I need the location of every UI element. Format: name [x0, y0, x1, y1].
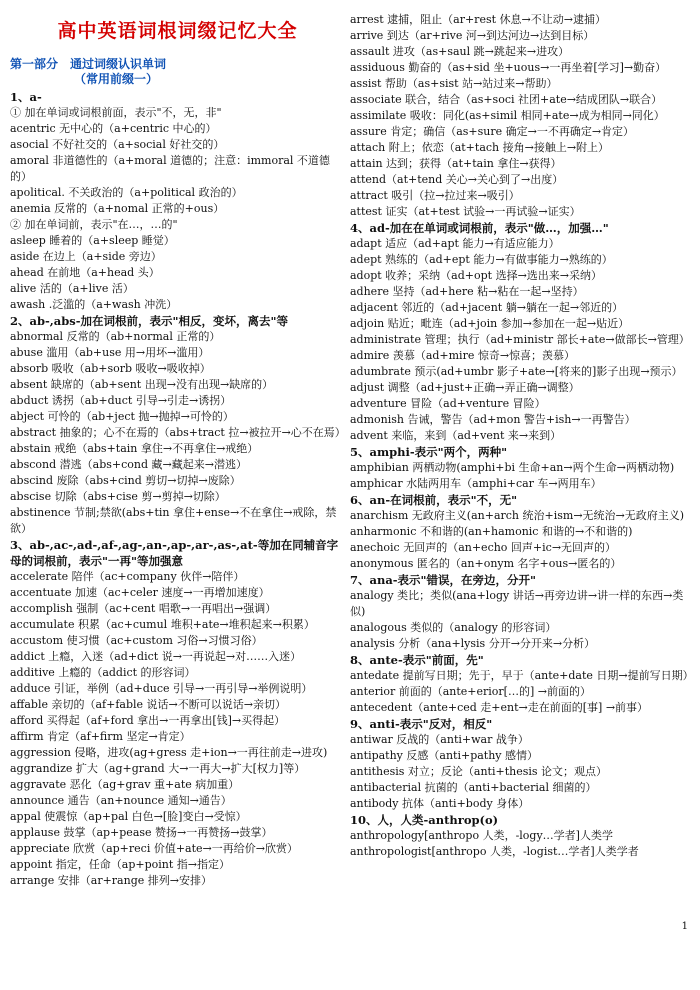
section-heading: 7、ana-表示"错误，在旁边，分开" [350, 573, 537, 587]
word-entry: accomplish 强制（ac+cent 唱歌→一再唱出→强调） [10, 602, 277, 615]
word-entry: antecedent（ante+ced 走+ent→走在前面的[事] →前事） [350, 701, 649, 714]
section-heading: 8、ante-表示"前面，先" [350, 653, 484, 667]
word-entry: aggrandize 扩大（ag+grand 大→一再大→扩大[权力]等） [10, 762, 306, 775]
word-entry: attain 达到；获得（at+tain 拿住→获得） [350, 157, 562, 170]
part-heading: 第一部分 通过词缀认识单词 [10, 57, 167, 71]
right-entry-list [350, 12, 694, 860]
word-entry: arrest 逮捕，阻止（ar+rest 休息→不让动→逮捕） [350, 13, 606, 26]
word-entry: adapt 适应（ad+apt 能力→有适应能力） [350, 237, 560, 250]
word-entry: additive 上瘾的（addict 的形容词） [10, 666, 196, 679]
word-entry: abscind 废除（abs+cind 剪切→切掉→废除） [10, 474, 241, 487]
left-entry-list [10, 89, 345, 889]
word-entry: affable 亲切的（af+fable 说话→不断可以说话→亲切） [10, 698, 286, 711]
word-entry: appreciate 欣赏（ap+reci 价值+ate→一再给价→欣赏） [10, 842, 298, 855]
section-heading: 3、ab-,ac-,ad-,af-,ag-,an-,ap-,ar-,as-,at-等加在同辅音字母的词根前，表示"一再"等加强意 [10, 538, 339, 568]
word-entry: anharmonic 不和谐的(an+hamonic 和谐的→不和谐的) [350, 525, 633, 538]
word-entry: abject 可怜的（ab+ject 抛→抛掉→可怜的） [10, 410, 234, 423]
word-entry: antedate 提前写日期；先于，早于（ante+date 日期→提前写日期） [350, 669, 694, 682]
word-entry: analysis 分析（ana+lysis 分开→分开来→分析） [350, 637, 596, 650]
word-entry: anechoic 无回声的（an+echo 回声+ic→无回声的） [350, 541, 617, 554]
word-entry: apolitical. 不关政治的（a+political 政治的） [10, 186, 243, 199]
page-number: 1 [681, 921, 688, 932]
word-entry: antibody 抗体（anti+body 身体） [350, 797, 530, 810]
word-entry: ahead 在前地（a+head 头） [10, 266, 160, 279]
word-entry: amphibian 两栖动物(amphi+bi 生命+an→两个生命→两栖动物) [350, 461, 675, 474]
word-entry: accustom 使习惯（ac+custom 习俗→习惯习俗） [10, 634, 263, 647]
word-entry: anarchism 无政府主义(an+arch 统治+ism→无统治→无政府主义) [350, 509, 685, 522]
page-title: 高中英语词根词缀记忆大全 [57, 20, 298, 42]
word-entry: arrange 安排（ar+range 排列→安排） [10, 874, 212, 887]
word-entry: asocial 不好社交的（a+social 好社交的） [10, 138, 225, 151]
word-entry: adjust 调整（ad+just+正确→弄正确→调整） [350, 381, 580, 394]
word-entry: abuse 滥用（ab+use 用→用坏→滥用） [10, 346, 210, 359]
word-entry: appal 使震惊（ap+pal 白色→[脸]变白→受惊） [10, 810, 247, 823]
word-entry: antithesis 对立；反论（anti+thesis 论文；观点） [350, 765, 608, 778]
word-entry: assault 进攻（as+saul 跳→跳起来→进攻） [350, 45, 570, 58]
section-heading: 1、a- [10, 90, 42, 104]
word-entry: addict 上瘾，入迷（ad+dict 说→一再说起→对……入迷） [10, 650, 302, 663]
word-entry: absent 缺席的（ab+sent 出现→没有出现→缺席的） [10, 378, 274, 391]
word-entry: affirm 肯定（af+firm 坚定→肯定） [10, 730, 191, 743]
word-entry: adduce 引证，举例（ad+duce 引导→一再引导→举例说明） [10, 682, 313, 695]
word-entry: acentric 无中心的（a+centric 中心的） [10, 122, 217, 135]
word-entry: assure 肯定；确信（as+sure 确定→一不再确定→肯定） [350, 125, 635, 138]
word-entry: assimilate 吸收：同化(as+simil 相同+ate→成为相同→同化） [350, 109, 665, 122]
word-entry: abduct 诱拐（ab+duct 引导→引走→诱拐） [10, 394, 232, 407]
word-entry: accumulate 积累（ac+cumul 堆积+ate→堆积起来→积累） [10, 618, 315, 631]
word-entry: abstract 抽象的；心不在焉的（abs+tract 拉→被拉开→心不在焉） [10, 426, 346, 439]
word-entry: attract 吸引（拉→拉过来→吸引） [350, 189, 520, 202]
section-heading: 4、ad-加在在单词或词根前，表示"做…，加强…" [350, 221, 609, 235]
word-entry: antipathy 反感（anti+pathy 感情） [350, 749, 539, 762]
word-entry: amphicar 水陆两用车（amphi+car 车→两用车） [350, 477, 602, 490]
word-entry: appoint 指定，任命（ap+point 指→指定） [10, 858, 230, 871]
word-entry: ② 加在单词前，表示"在…，…的" [10, 218, 178, 231]
word-entry: admire 羡慕（ad+mire 惊奇→惊喜；羡慕） [350, 349, 576, 362]
word-entry: asleep 睡着的（a+sleep 睡觉） [10, 234, 175, 247]
word-entry: assist 帮助（as+sist 站→站过来→帮助） [350, 77, 558, 90]
section-heading: 5、amphi-表示"两个，两种" [350, 445, 508, 459]
word-entry: administrate 管理；执行（ad+ministr 部长+ate→做部长→管理） [350, 333, 690, 346]
word-entry: attach 附上；依恋（at+tach 接角→接触上→附上） [350, 141, 610, 154]
word-entry: adjoin 贴近；毗连（ad+join 参加→参加在一起→贴近） [350, 317, 630, 330]
word-entry: abstain 戒绝（abs+tain 拿住→不再拿住→戒绝） [10, 442, 259, 455]
word-entry: attest 证实（at+test 试验→一再试验→证实） [350, 205, 581, 218]
word-entry: assiduous 勤奋的（as+sid 坐+uous→一再坐着[学习]→勤奋） [350, 61, 667, 74]
word-entry: accentuate 加速（ac+celer 速度→一再增加速度） [10, 586, 270, 599]
word-entry: antibacterial 抗菌的（anti+bacterial 细菌的） [350, 781, 597, 794]
word-entry: aggravate 恶化（ag+grav 重+ate 病加重） [10, 778, 240, 791]
word-entry: aggression 侵略，进攻(ag+gress 走+ion→一再往前走→进攻) [10, 746, 328, 759]
word-entry: adventure 冒险（ad+venture 冒险） [350, 397, 546, 410]
word-entry: anthropology[anthropo 人类，-logy…学者]人类学 [350, 829, 613, 842]
word-entry: antiwar 反战的（anti+war 战争） [350, 733, 529, 746]
word-entry: ① 加在单词或词根前面，表示"不，无，非" [10, 106, 222, 119]
word-entry: amoral 非道德性的（a+moral 道德的；注意：immoral 不道德的） [10, 154, 330, 183]
word-entry: adjacent 邻近的（ad+jacent 躺→躺在一起→邻近的） [350, 301, 624, 314]
word-entry: abscise 切除（abs+cise 剪→剪掉→切除） [10, 490, 226, 503]
word-entry: adhere 坚持（ad+here 粘→粘在一起→坚持） [350, 285, 584, 298]
word-entry: abstinence 节制;禁欲(abs+tin 拿住+ense→不在拿住→戒除，禁欲） [10, 506, 337, 535]
section-heading: 6、an-在词根前，表示"不，无" [350, 493, 518, 507]
word-entry: alive 活的（a+live 活） [10, 282, 134, 295]
part-subheading: （常用前缀一） [74, 72, 159, 86]
right-column [350, 12, 694, 860]
word-entry: advent 来临，来到（ad+vent 来→来到） [350, 429, 562, 442]
word-entry: adumbrate 预示(ad+umbr 影子+ate→[将来的]影子出现→预示） [350, 365, 683, 378]
word-entry: announce 通告（an+nounce 通知→通告） [10, 794, 232, 807]
word-entry: applause 鼓掌（ap+pease 赞扬→一再赞扬→鼓掌） [10, 826, 273, 839]
word-entry: analogous 类似的（analogy 的形容词） [350, 621, 557, 634]
section-heading: 10、人，人类-anthrop(o) [350, 813, 499, 827]
word-entry: anonymous 匿名的（an+onym 名字+ous→匿名的） [350, 557, 622, 570]
word-entry: adopt 收养；采纳（ad+opt 选择→选出来→采纳） [350, 269, 603, 282]
section-heading: 9、anti-表示"反对，相反" [350, 717, 493, 731]
word-entry: accelerate 陪伴（ac+company 伙伴→陪伴） [10, 570, 245, 583]
word-entry: aside 在边上（a+side 旁边） [10, 250, 162, 263]
word-entry: adept 熟练的（ad+ept 能力→有做事能力→熟练的） [350, 253, 613, 266]
word-entry: awash .泛滥的（a+wash 冲洗） [10, 298, 178, 311]
word-entry: afford 买得起（af+ford 拿出→一再拿出[钱]→买得起） [10, 714, 286, 727]
left-column [10, 10, 345, 889]
word-entry: anthropologist[anthropo 人类，-logist…学者]人类学者 [350, 845, 639, 858]
word-entry: analogy 类比；类似(ana+logy 讲话→再旁边讲→讲一样的东西→类似) [350, 589, 684, 618]
word-entry: anemia 反常的（a+nomal 正常的+ous） [10, 202, 225, 215]
word-entry: associate 联合，结合（as+soci 社团+ate→结成团队→联合） [350, 93, 663, 106]
section-heading: 2、ab-,abs-加在词根前，表示"相反，变坏，离去"等 [10, 314, 288, 328]
word-entry: anterior 前面的（ante+erior[…的] →前面的） [350, 685, 591, 698]
word-entry: abnormal 反常的（ab+normal 正常的） [10, 330, 221, 343]
word-entry: abscond 潜逃（abs+cond 藏→藏起来→潜逃） [10, 458, 247, 471]
word-entry: absorb 吸收（ab+sorb 吸收→吸收掉） [10, 362, 211, 375]
word-entry: attend（at+tend 关心→关心到了→出度） [350, 173, 564, 186]
word-entry: arrive 到达（ar+rive 河→到达河边→达到目标） [350, 29, 595, 42]
word-entry: admonish 告诫，警告（ad+mon 警告+ish→一再警告） [350, 413, 636, 426]
